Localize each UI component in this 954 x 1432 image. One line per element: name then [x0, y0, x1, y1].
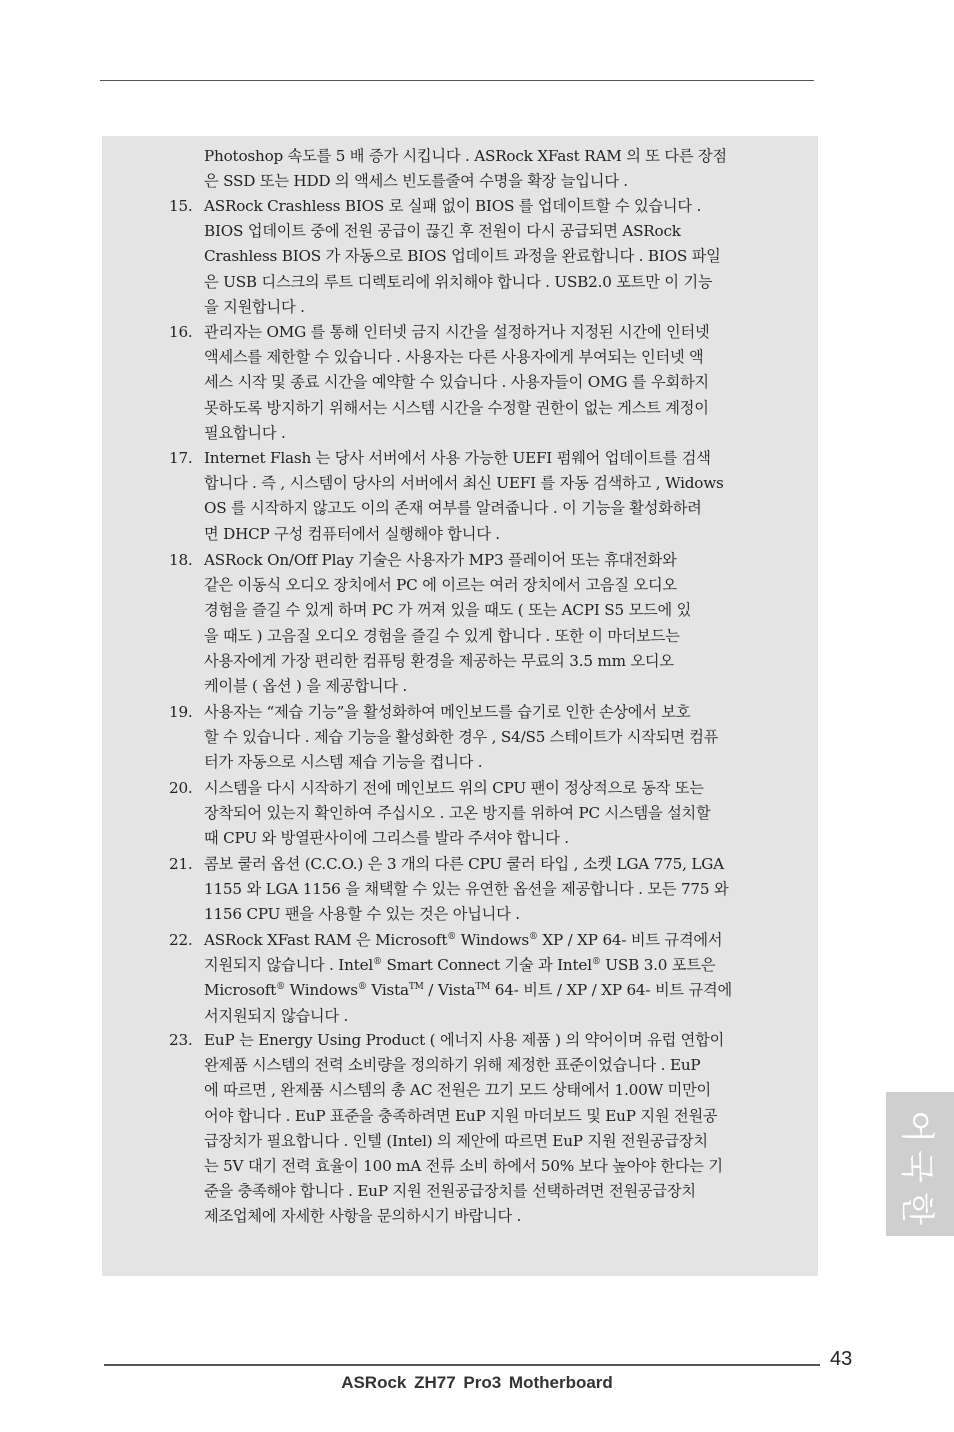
item-line: 에 따르면 , 완제품 시스템의 총 AC 전원은 끄기 모드 상태에서 1.00W 미만이: [204, 1081, 712, 1100]
item-line: 어야 합니다 . EuP 표준을 충족하려면 EuP 지원 마더보드 및 EuP 지원 전원공: [204, 1106, 718, 1125]
item-line: 합니다 . 즉 , 시스템이 당사의 서버에서 최신 UEFI 를 자동 검색하고 , Widows: [204, 474, 724, 493]
list-item: [164, 144, 784, 194]
item-number: 17.: [169, 449, 193, 467]
item-line: [204, 978, 784, 1003]
item-line: 못하도록 방지하기 위해서는 시스템 시간을 수정할 권한이 없는 게스트 계정이: [204, 398, 709, 417]
list-item: [164, 320, 784, 446]
item-line: Photoshop 속도를 5 배 증가 시킵니다 . ASRock XFast RAM 의 또 다른 장점: [204, 147, 727, 165]
item-line: ASRock Crashless BIOS 로 실패 없이 BIOS 를 업데이트할 수 있습니다 .: [204, 197, 702, 215]
item-line: 할 수 있습니다 . 제습 기능을 활성화한 경우 , S4/S5 스테이트가 시작되면 컴퓨: [204, 728, 719, 747]
list-item: [164, 446, 784, 547]
item-line: 제조업체에 자세한 사항을 문의하시기 바랍니다 .: [204, 1207, 522, 1226]
item-line: 면 DHCP 구성 컴퓨터에서 실행해야 합니다 .: [204, 524, 500, 543]
registered-mark: ®: [528, 931, 538, 942]
item-line: 사용자에게 가장 편리한 컴퓨팅 환경을 제공하는 무료의 3.5 mm 오디오: [204, 651, 674, 670]
item-line: ASRock On/Off Play 기술은 사용자가 MP3 플레이어 또는 휴대전화와: [204, 551, 677, 569]
registered-mark: ®: [373, 957, 382, 968]
item-line: BIOS 업데이트 중에 전원 공급이 끊긴 후 전원이 다시 공급되면 ASRock: [204, 222, 681, 241]
item-line: 액세스를 제한할 수 있습니다 . 사용자는 다른 사용자에게 부여되는 인터넷 액: [204, 348, 704, 367]
item-line: 준을 충족해야 합니다 . EuP 지원 전원공급장치를 선택하려면 전원공급장치: [204, 1182, 696, 1201]
text-run: 지원되지 않습니다 . Intel: [204, 956, 374, 975]
text-run: Windows: [285, 981, 358, 1000]
item-number: 22.: [169, 931, 193, 949]
item-number: 19.: [169, 703, 193, 721]
item-line: 콤보 쿨러 옵션 (C.C.O.) 은 3 개의 다른 CPU 쿨러 타입 , 소켓 LGA 775, LGA: [204, 855, 724, 873]
list-item-22: [164, 928, 784, 1029]
registered-mark: ®: [357, 982, 367, 993]
text-run: Windows: [456, 931, 529, 949]
footer-title: ASRock ZH77 Pro3 Motherboard: [341, 1373, 613, 1392]
text-run: / Vista: [423, 981, 476, 1000]
text-run: ASRock XFast RAM 은 Microsoft: [204, 931, 448, 949]
registered-mark: ®: [591, 957, 601, 968]
item-number: 20.: [169, 779, 193, 797]
item-line: 1156 CPU 팬을 사용할 수 있는 것은 아닙니다 .: [204, 905, 520, 924]
language-tab-char: 한: [896, 1192, 937, 1225]
list-item: [164, 548, 784, 699]
text-run: XP / XP 64- 비트 규격에서: [537, 931, 723, 949]
page-number: 43: [830, 1348, 853, 1370]
item-line: 터가 자동으로 시스템 제습 기능을 켭니다 .: [204, 753, 483, 772]
item-line: 때 CPU 와 방열판사이에 그리스를 발라 주셔야 합니다 .: [204, 829, 569, 848]
item-line: 을 지원합니다 .: [204, 297, 305, 316]
item-number: 15.: [169, 197, 193, 215]
item-line: Internet Flash 는 당사 서버에서 사용 가능한 UEFI 펌웨어 업데이트를 검색: [204, 449, 711, 467]
item-line: 케이블 ( 옵션 ) 을 제공합니다 .: [204, 677, 408, 696]
language-tab-char: 국: [896, 1150, 937, 1183]
language-tab: [886, 1092, 954, 1236]
trademark-mark: TM: [475, 982, 491, 993]
item-line: 은 SSD 또는 HDD 의 액세스 빈도를줄여 수명을 확장 늘입니다 .: [204, 172, 628, 191]
item-line: 필요합니다 .: [204, 423, 286, 442]
registered-mark: ®: [447, 931, 457, 942]
item-line: 경험을 즐길 수 있게 하며 PC 가 꺼져 있을 때도 ( 또는 ACPI S5 모드에 있: [204, 601, 692, 620]
item-line: 시스템을 다시 시작하기 전에 메인보드 위의 CPU 팬이 정상적으로 동작 또는: [204, 779, 704, 797]
item-line: [204, 928, 784, 953]
item-line: 완제품 시스템의 전력 소비량을 정의하기 위해 제정한 표준이었습니다 . EuP: [204, 1056, 701, 1075]
text-run: Vista: [366, 981, 409, 1000]
text-run: USB 3.0 포트은: [600, 956, 716, 975]
registered-mark: ®: [276, 982, 285, 993]
item-number: 18.: [169, 551, 193, 569]
trademark-mark: TM: [408, 982, 424, 993]
item-line: 급장치가 필요합니다 . 인텔 (Intel) 의 제안에 따르면 EuP 지원 전원공급장치: [204, 1131, 708, 1150]
top-rule: [100, 80, 814, 81]
list-item: [164, 194, 784, 320]
content-box: [102, 136, 818, 1276]
item-line: 같은 이동식 오디오 장치에서 PC 에 이르는 여러 장치에서 고음질 오디오: [204, 576, 677, 595]
item-line: OS 를 시작하지 않고도 이의 존재 여부를 알려줍니다 . 이 기능을 활성화하려: [204, 499, 702, 518]
item-line: EuP 는 Energy Using Product ( 에너지 사용 제품 ) 의 약어이며 유럽 연합이: [204, 1031, 725, 1049]
item-line: 관리자는 OMG 를 통해 인터넷 금지 시간을 설정하거나 지정된 시간에 인터넷: [204, 323, 710, 341]
item-line: 은 USB 디스크의 루트 디렉토리에 위치해야 합니다 . USB2.0 포트만 이 기능: [204, 272, 713, 291]
list-item: [164, 1028, 784, 1230]
list-item: [164, 776, 784, 852]
item-line: 사용자는 “제습 기능”을 활성화하여 메인보드를 습기로 인한 손상에서 보호: [204, 703, 691, 721]
item-line: 세스 시작 및 종료 시간을 예약할 수 있습니다 . 사용자들이 OMG 를 우회하지: [204, 373, 709, 392]
item-number: 21.: [169, 855, 193, 873]
item-line: Crashless BIOS 가 자동으로 BIOS 업데이트 과정을 완료합니다 . BIOS 파일: [204, 247, 721, 266]
text-run: Smart Connect 기술 과 Intel: [381, 956, 592, 975]
language-tab-char: 어: [896, 1110, 937, 1143]
item-number: 23.: [169, 1031, 193, 1049]
bottom-rule: [104, 1364, 820, 1366]
item-line: 는 5V 대기 전력 효율이 100 mA 전류 소비 하에서 50% 보다 높아야 한다는 기: [204, 1157, 723, 1176]
item-line: 서지원되지 않습니다 .: [204, 1006, 349, 1025]
item-number: 16.: [169, 323, 193, 341]
item-line: 장착되어 있는지 확인하여 주십시오 . 고온 방지를 위하여 PC 시스템을 설치할: [204, 804, 711, 823]
item-line: 을 때도 ) 고음질 오디오 경험을 즐길 수 있게 합니다 . 또한 이 마더보드는: [204, 626, 680, 645]
list-item: [164, 852, 784, 928]
text-run: Microsoft: [204, 981, 277, 1000]
list-item: [164, 700, 784, 776]
text-run: 64- 비트 / XP / XP 64- 비트 규격에: [490, 981, 732, 1000]
item-line: 1155 와 LGA 1156 을 채택할 수 있는 유연한 옵션을 제공합니다 . 모든 775 와: [204, 880, 729, 899]
item-line: [204, 953, 784, 978]
